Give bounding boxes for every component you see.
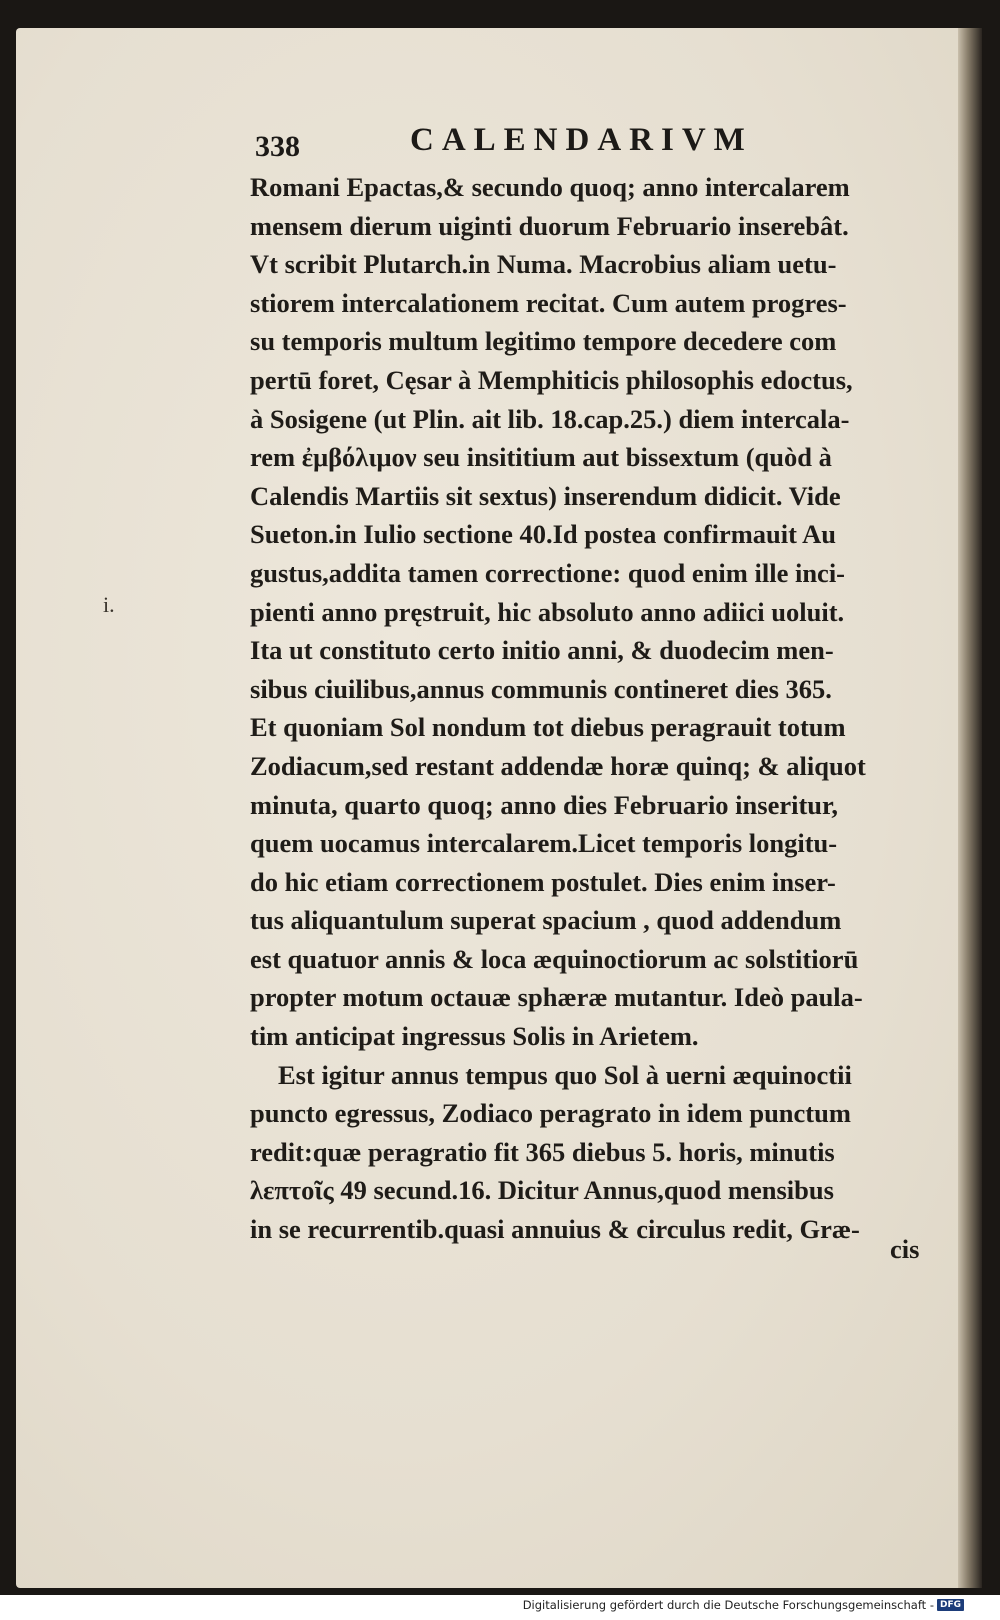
- text-line: Calendis Martiis sit sextus) inserendum didicit. Vide: [250, 480, 841, 511]
- text-line: tim anticipat ingressus Solis in Arietem.: [250, 1021, 699, 1052]
- text-line: in se recurrentib.quasi annuius & circulus redit, Græ-: [250, 1214, 860, 1245]
- text-line: minuta, quarto quoq; anno dies Februario inseritur,: [250, 789, 838, 820]
- text-line: Romani Epactas,& secundo quoq; anno intercalarem: [250, 172, 850, 202]
- book-gutter: [958, 28, 982, 1588]
- text-line: pertū foret, Cęsar à Memphiticis philosophis edoctus,: [250, 364, 853, 395]
- text-line: redit:quæ peragratio fit 365 diebus 5. horis, minutis: [250, 1136, 835, 1167]
- text-line: sibus ciuilibus,annus communis contineret dies 365.: [250, 673, 832, 704]
- text-line: pienti anno pręstruit, hic absoluto anno adiici uoluit.: [250, 596, 845, 627]
- text-line: Ita ut constituto certo initio anni, & duodecim men-: [250, 635, 834, 666]
- page-number: 338: [255, 130, 300, 163]
- footer-credit: Digitalisierung gefördert durch die Deutsche Forschungsgemeinschaft -: [522, 1598, 934, 1612]
- body-text: [250, 168, 940, 1249]
- text-line: Et quoniam Sol nondum tot diebus peragrauit totum: [250, 712, 846, 743]
- text-line: quem uocamus intercalarem.Licet temporis longitu-: [250, 828, 838, 859]
- text-line: tus aliquantulum superat spacium , quod addendum: [250, 905, 842, 936]
- text-line: puncto egressus, Zodiaco peragrato in idem punctum: [250, 1098, 851, 1129]
- text-line: Vt scribit Plutarch.in Numa. Macrobius aliam uetu-: [250, 249, 837, 280]
- text-line: Zodiacum,sed restant addendæ horæ quinq; & aliquot: [250, 750, 866, 781]
- margin-annotation: i.: [103, 592, 115, 617]
- dfg-logo: DFG: [937, 1599, 964, 1611]
- text-line: est quatuor annis & loca æquinoctiorum ac solstitiorū: [250, 943, 859, 974]
- catchword: cis: [890, 1234, 920, 1264]
- text-line: Sueton.in Iulio sectione 40.Id postea confirmauit Au: [250, 519, 837, 550]
- paragraph-first-line: Est igitur annus tempus quo Sol à uerni æquinoctii: [278, 1059, 852, 1090]
- text-line: mensem dierum uiginti duorum Februario inserebât.: [250, 210, 849, 241]
- digitization-footer: [523, 1598, 964, 1612]
- running-head: CALENDARIVM: [410, 122, 753, 158]
- text-line: rem ἐμβόλιμον seu insititium aut bissextum (quòd à: [250, 442, 832, 473]
- text-line: stiorem intercalationem recitat. Cum autem progres-: [250, 287, 847, 318]
- text-line: propter motum octauæ sphæræ mutantur. Ideò paula-: [250, 982, 863, 1013]
- text-line: do hic etiam correctionem postulet. Dies enim inser-: [250, 866, 836, 897]
- text-line: λεπτοῖς 49 secund.16. Dicitur Annus,quod mensibus: [250, 1175, 834, 1206]
- page-header: [255, 118, 935, 174]
- text-line: à Sosigene (ut Plin. ait lib. 18.cap.25.) diem intercala-: [250, 403, 850, 434]
- text-line: gustus,addita tamen correctione: quod enim ille inci-: [250, 557, 846, 588]
- text-line: su temporis multum legitimo tempore decedere com: [250, 326, 837, 357]
